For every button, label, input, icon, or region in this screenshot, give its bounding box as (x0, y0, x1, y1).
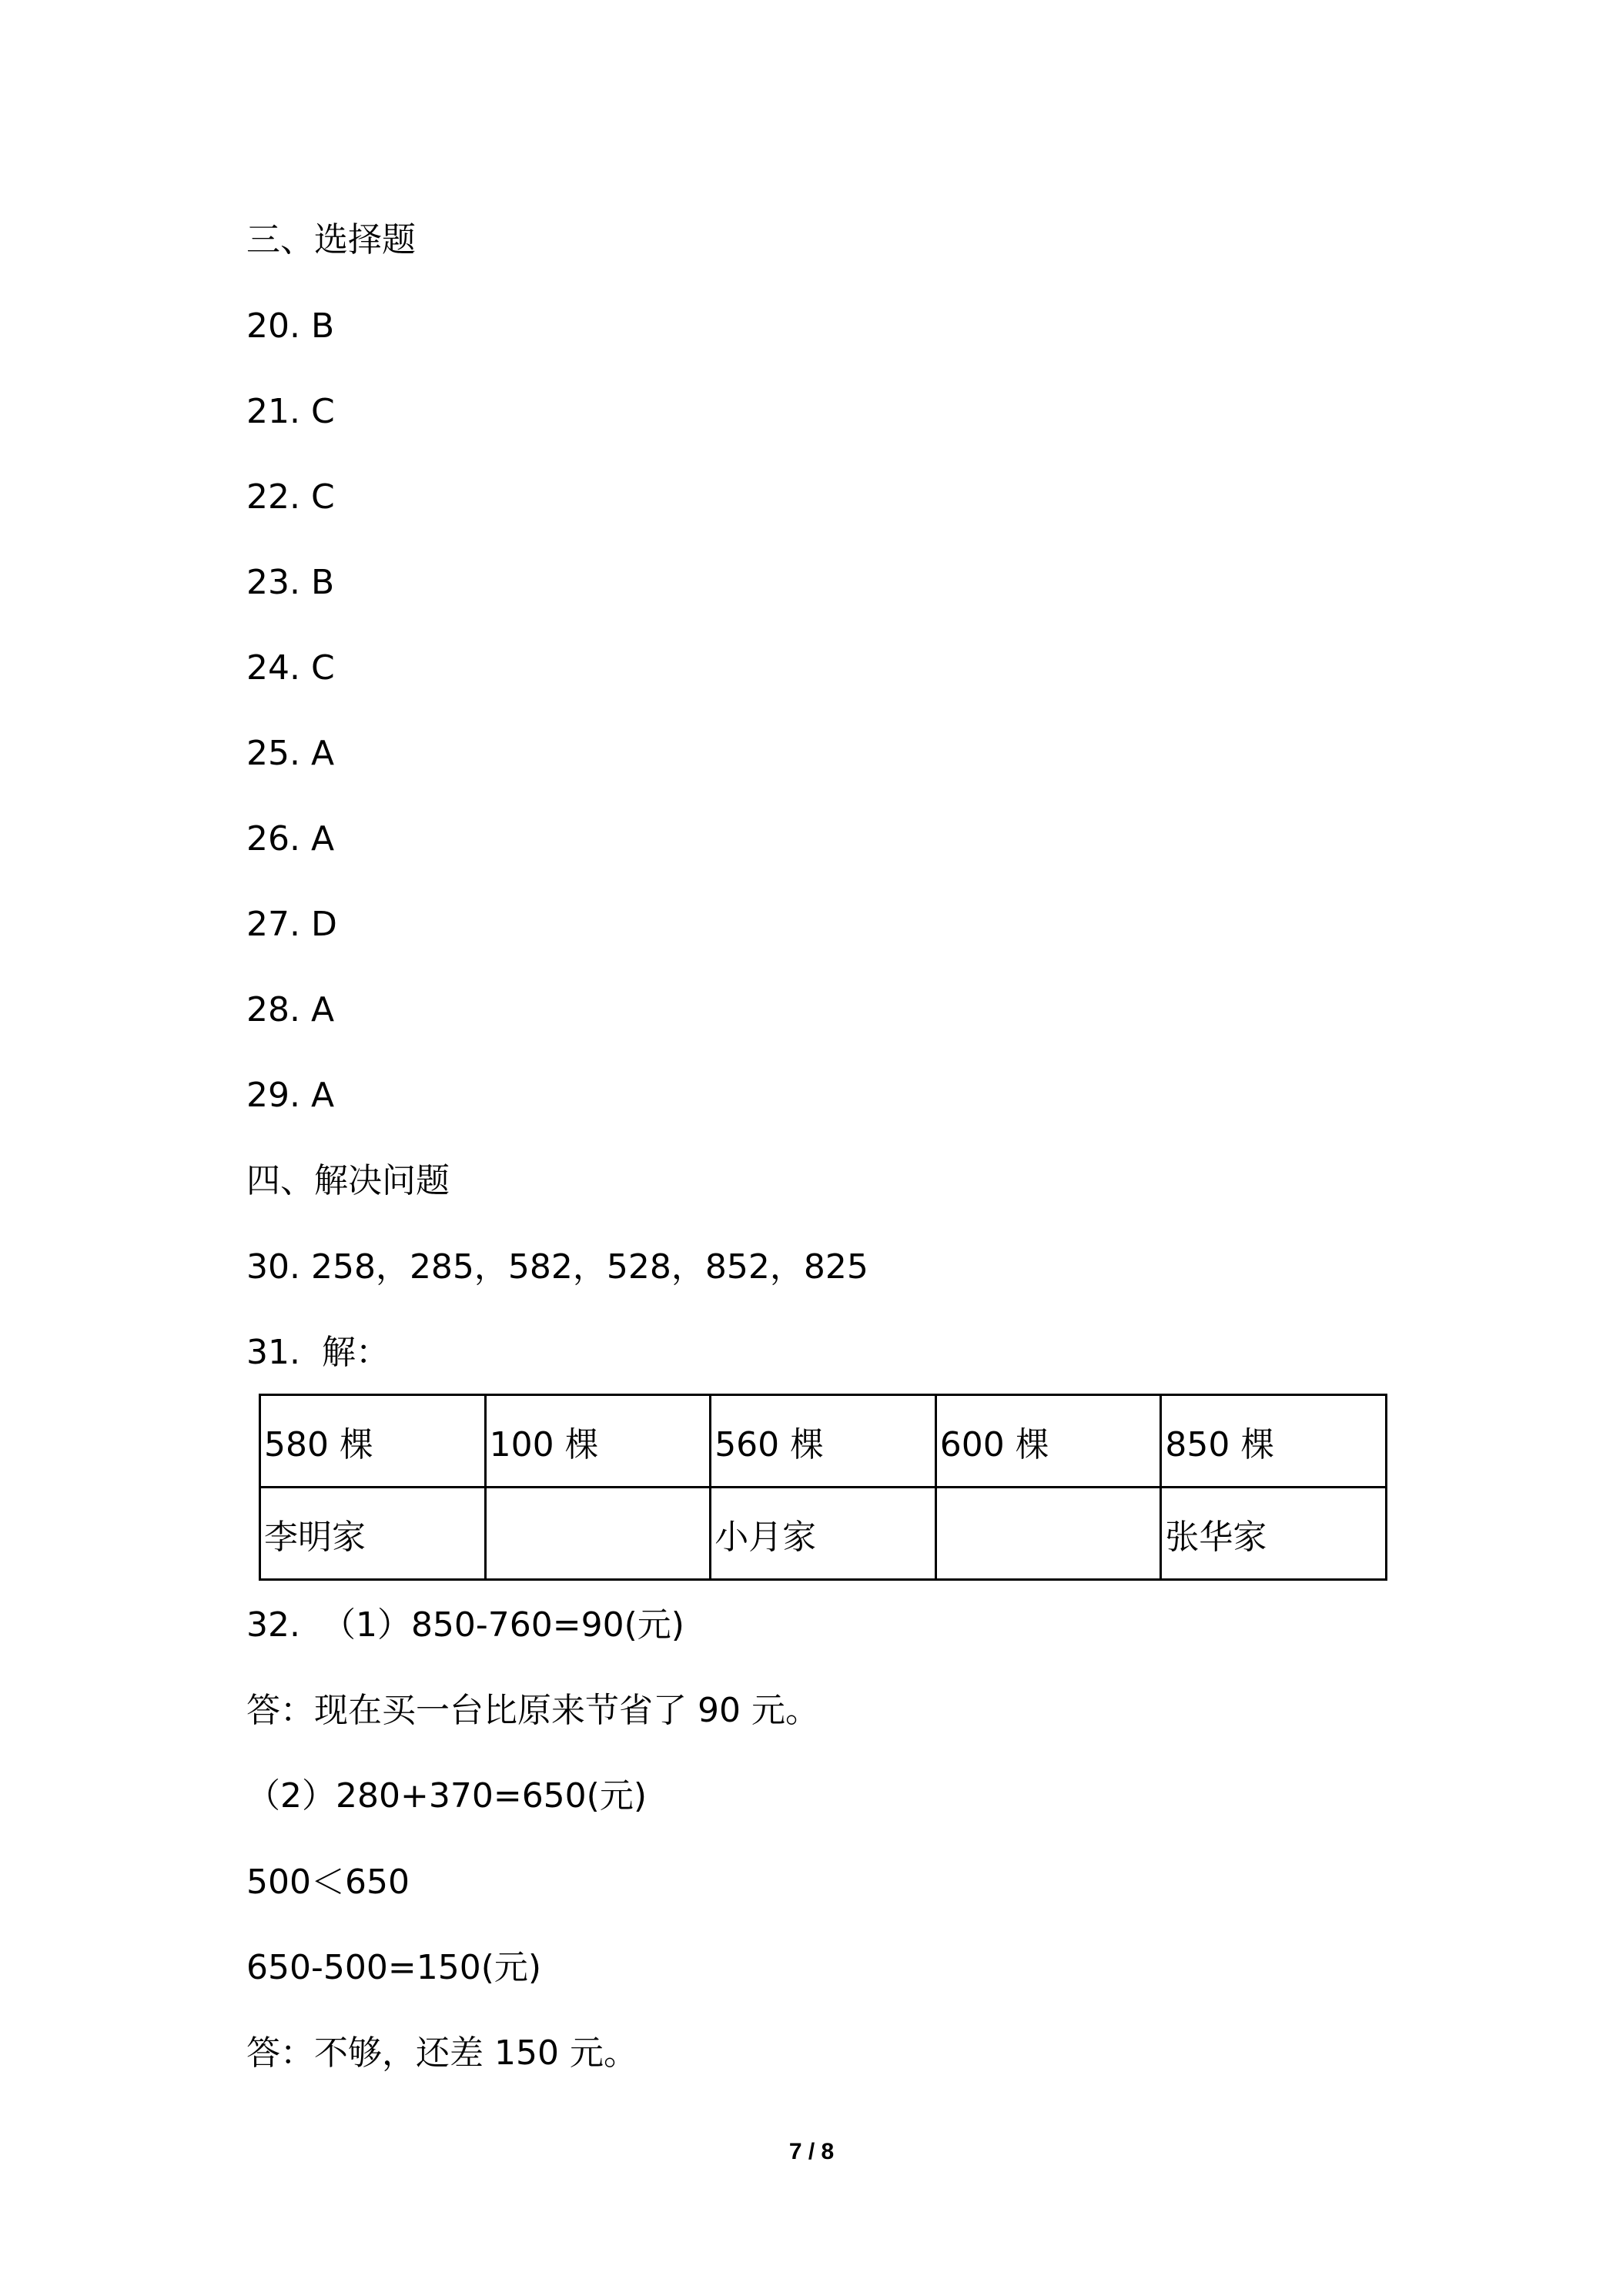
table-cell: 850 棵 (1161, 1395, 1387, 1488)
answer-32-difference: 650-500=150(元) (246, 1948, 542, 1987)
answer-22: 22. C (246, 477, 335, 517)
answer-29: 29. A (246, 1076, 335, 1115)
answer-31-table (259, 1394, 1387, 1581)
answer-28: 28. A (246, 990, 335, 1029)
table-cell: 100 棵 (485, 1395, 711, 1488)
answer-32-reply1: 答：现在买一台比原来节省了 90 元。 (246, 1691, 819, 1730)
page-number: 7 / 8 (788, 2139, 835, 2164)
table-cell: 李明家 (260, 1488, 486, 1580)
answer-32-reply2: 答：不够，还差 150 元。 (246, 2033, 637, 2073)
answer-26: 26. A (246, 819, 335, 858)
table-row (260, 1395, 1387, 1488)
answer-32-comparison: 500＜650 (246, 1863, 410, 1902)
answer-24: 24. C (246, 648, 335, 688)
table-cell: 560 棵 (711, 1395, 936, 1488)
table-row (260, 1488, 1387, 1580)
answer-20: 20. B (246, 306, 335, 346)
table-cell: 小月家 (711, 1488, 936, 1580)
answer-21: 21. C (246, 392, 335, 431)
answer-23: 23. B (246, 563, 335, 602)
table-cell: 580 棵 (260, 1395, 486, 1488)
table-cell (485, 1488, 711, 1580)
answer-25: 25. A (246, 734, 335, 773)
section-3-heading: 三、选择题 (246, 220, 416, 259)
answer-27: 27. D (246, 905, 337, 944)
answer-32-part1: 32. （1）850-760=90(元) (246, 1605, 684, 1645)
answer-31-label: 31. 解： (246, 1333, 390, 1372)
table-cell (935, 1488, 1161, 1580)
section-4-heading: 四、解决问题 (246, 1161, 450, 1200)
table-cell: 600 棵 (935, 1395, 1161, 1488)
answer-30: 30. 258，285，582，528，852，825 (246, 1247, 868, 1287)
answer-32-part2: （2）280+370=650(元) (246, 1776, 648, 1816)
table-cell: 张华家 (1161, 1488, 1387, 1580)
